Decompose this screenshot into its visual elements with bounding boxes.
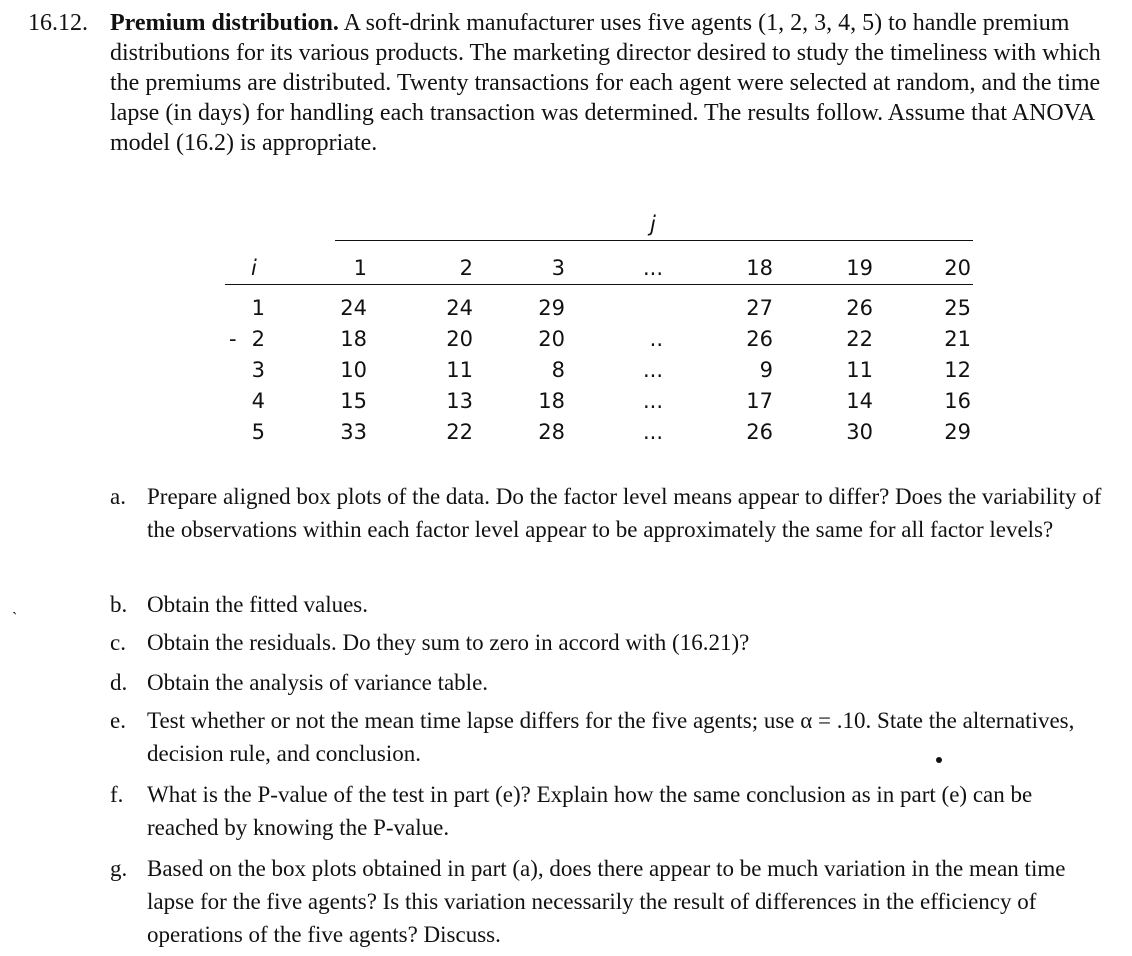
table-cell: 11 <box>446 358 473 382</box>
question-text: Obtain the residuals. Do they sum to zero in accord with (16.21)? <box>147 630 750 655</box>
row-label: 5 <box>251 420 265 444</box>
column-header: 1 <box>353 256 367 280</box>
question-text: Obtain the analysis of variance table. <box>147 670 489 695</box>
table-cell: 12 <box>944 358 971 382</box>
table-cell: 22 <box>846 327 873 351</box>
column-header: 2 <box>459 256 473 280</box>
table-cell: 8 <box>551 358 565 382</box>
table-cell: 26 <box>746 420 773 444</box>
row-label: 4 <box>251 389 265 413</box>
table-cell: 26 <box>846 296 873 320</box>
table-top-rule <box>335 240 973 241</box>
column-header: 3 <box>551 256 565 280</box>
question-letter: f. <box>110 782 124 807</box>
table-cell: 10 <box>340 358 367 382</box>
table-cell: 21 <box>944 327 971 351</box>
table-cell: 18 <box>538 389 565 413</box>
table-cell: 9 <box>759 358 773 382</box>
question-text: Based on the box plots obtained in part (a), does there appear to be much variation in the mean time lapse for the five agents? Is this variation necessarily the result of differences in the efficiency of operations of the five agents? Discuss. <box>147 856 1066 947</box>
table-cell: 29 <box>944 420 971 444</box>
table-cell: 17 <box>746 389 773 413</box>
table-cell: 29 <box>538 296 565 320</box>
data-table <box>225 212 985 452</box>
table-cell: ... <box>642 389 663 413</box>
table-cell: 26 <box>746 327 773 351</box>
column-group-label: j <box>650 212 656 236</box>
table-cell: 15 <box>340 389 367 413</box>
table-cell: 24 <box>340 296 367 320</box>
row-header-label: i <box>251 256 257 280</box>
row-label: 1 <box>251 296 265 320</box>
table-cell: 13 <box>446 389 473 413</box>
margin-mark: - <box>229 327 237 351</box>
table-cell: 27 <box>746 296 773 320</box>
problem-title: Premium distribution. <box>110 10 339 36</box>
stray-dot-mark <box>936 757 942 763</box>
table-cell: 18 <box>340 327 367 351</box>
question-letter: g. <box>110 856 128 881</box>
question-text: Prepare aligned box plots of the data. Do the factor level means appear to differ? Does the variability of the observations within each factor level appear to be approximately the same for all factor levels? <box>147 484 1102 542</box>
table-cell: 33 <box>340 420 367 444</box>
table-cell: 22 <box>446 420 473 444</box>
column-header: 19 <box>846 256 873 280</box>
table-cell: ... <box>642 420 663 444</box>
table-cell: 28 <box>538 420 565 444</box>
table-cell: 16 <box>944 389 971 413</box>
table-cell: ... <box>642 358 663 382</box>
column-header: 20 <box>944 256 971 280</box>
question-letter: a. <box>110 484 126 509</box>
question-letter: b. <box>110 592 128 617</box>
question-text: What is the P-value of the test in part (e)? Explain how the same conclusion as in part (e) can be reached by knowing the P-value. <box>147 782 1033 840</box>
table-cell: .. <box>649 327 663 351</box>
question-letter: e. <box>110 708 126 733</box>
question-letter: c. <box>110 630 126 655</box>
problem-number: 16.12. <box>28 10 88 36</box>
table-cell: 20 <box>446 327 473 351</box>
table-cell: 11 <box>846 358 873 382</box>
margin-tick-mark: ˎ <box>12 598 18 615</box>
table-cell: 24 <box>446 296 473 320</box>
table-header-rule <box>225 284 973 285</box>
question-text: Obtain the fitted values. <box>147 592 368 617</box>
row-label: 2 <box>251 327 265 351</box>
table-cell: 30 <box>846 420 873 444</box>
column-header: 18 <box>746 256 773 280</box>
table-cell: 14 <box>846 389 873 413</box>
problem-body <box>110 8 1110 158</box>
column-header: ... <box>642 256 663 280</box>
problem-text: A soft-drink manufacturer uses five agents (1, 2, 3, 4, 5) to handle premium distributions for its various products. The marketing director desired to study the timeliness with which the premiums are distributed. Twenty transactions for each agent were selected at random, and the time lapse (in days) for handling each transaction was determined. The results follow. Assume that ANOVA model (16.2) is appropriate. <box>110 10 1101 156</box>
table-cell: 20 <box>538 327 565 351</box>
table-cell: 25 <box>944 296 971 320</box>
question-letter: d. <box>110 670 128 695</box>
row-label: 3 <box>251 358 265 382</box>
question-text: Test whether or not the mean time lapse differs for the five agents; use α = .10. State the alternatives, decision rule, and conclusion. <box>147 708 1075 766</box>
